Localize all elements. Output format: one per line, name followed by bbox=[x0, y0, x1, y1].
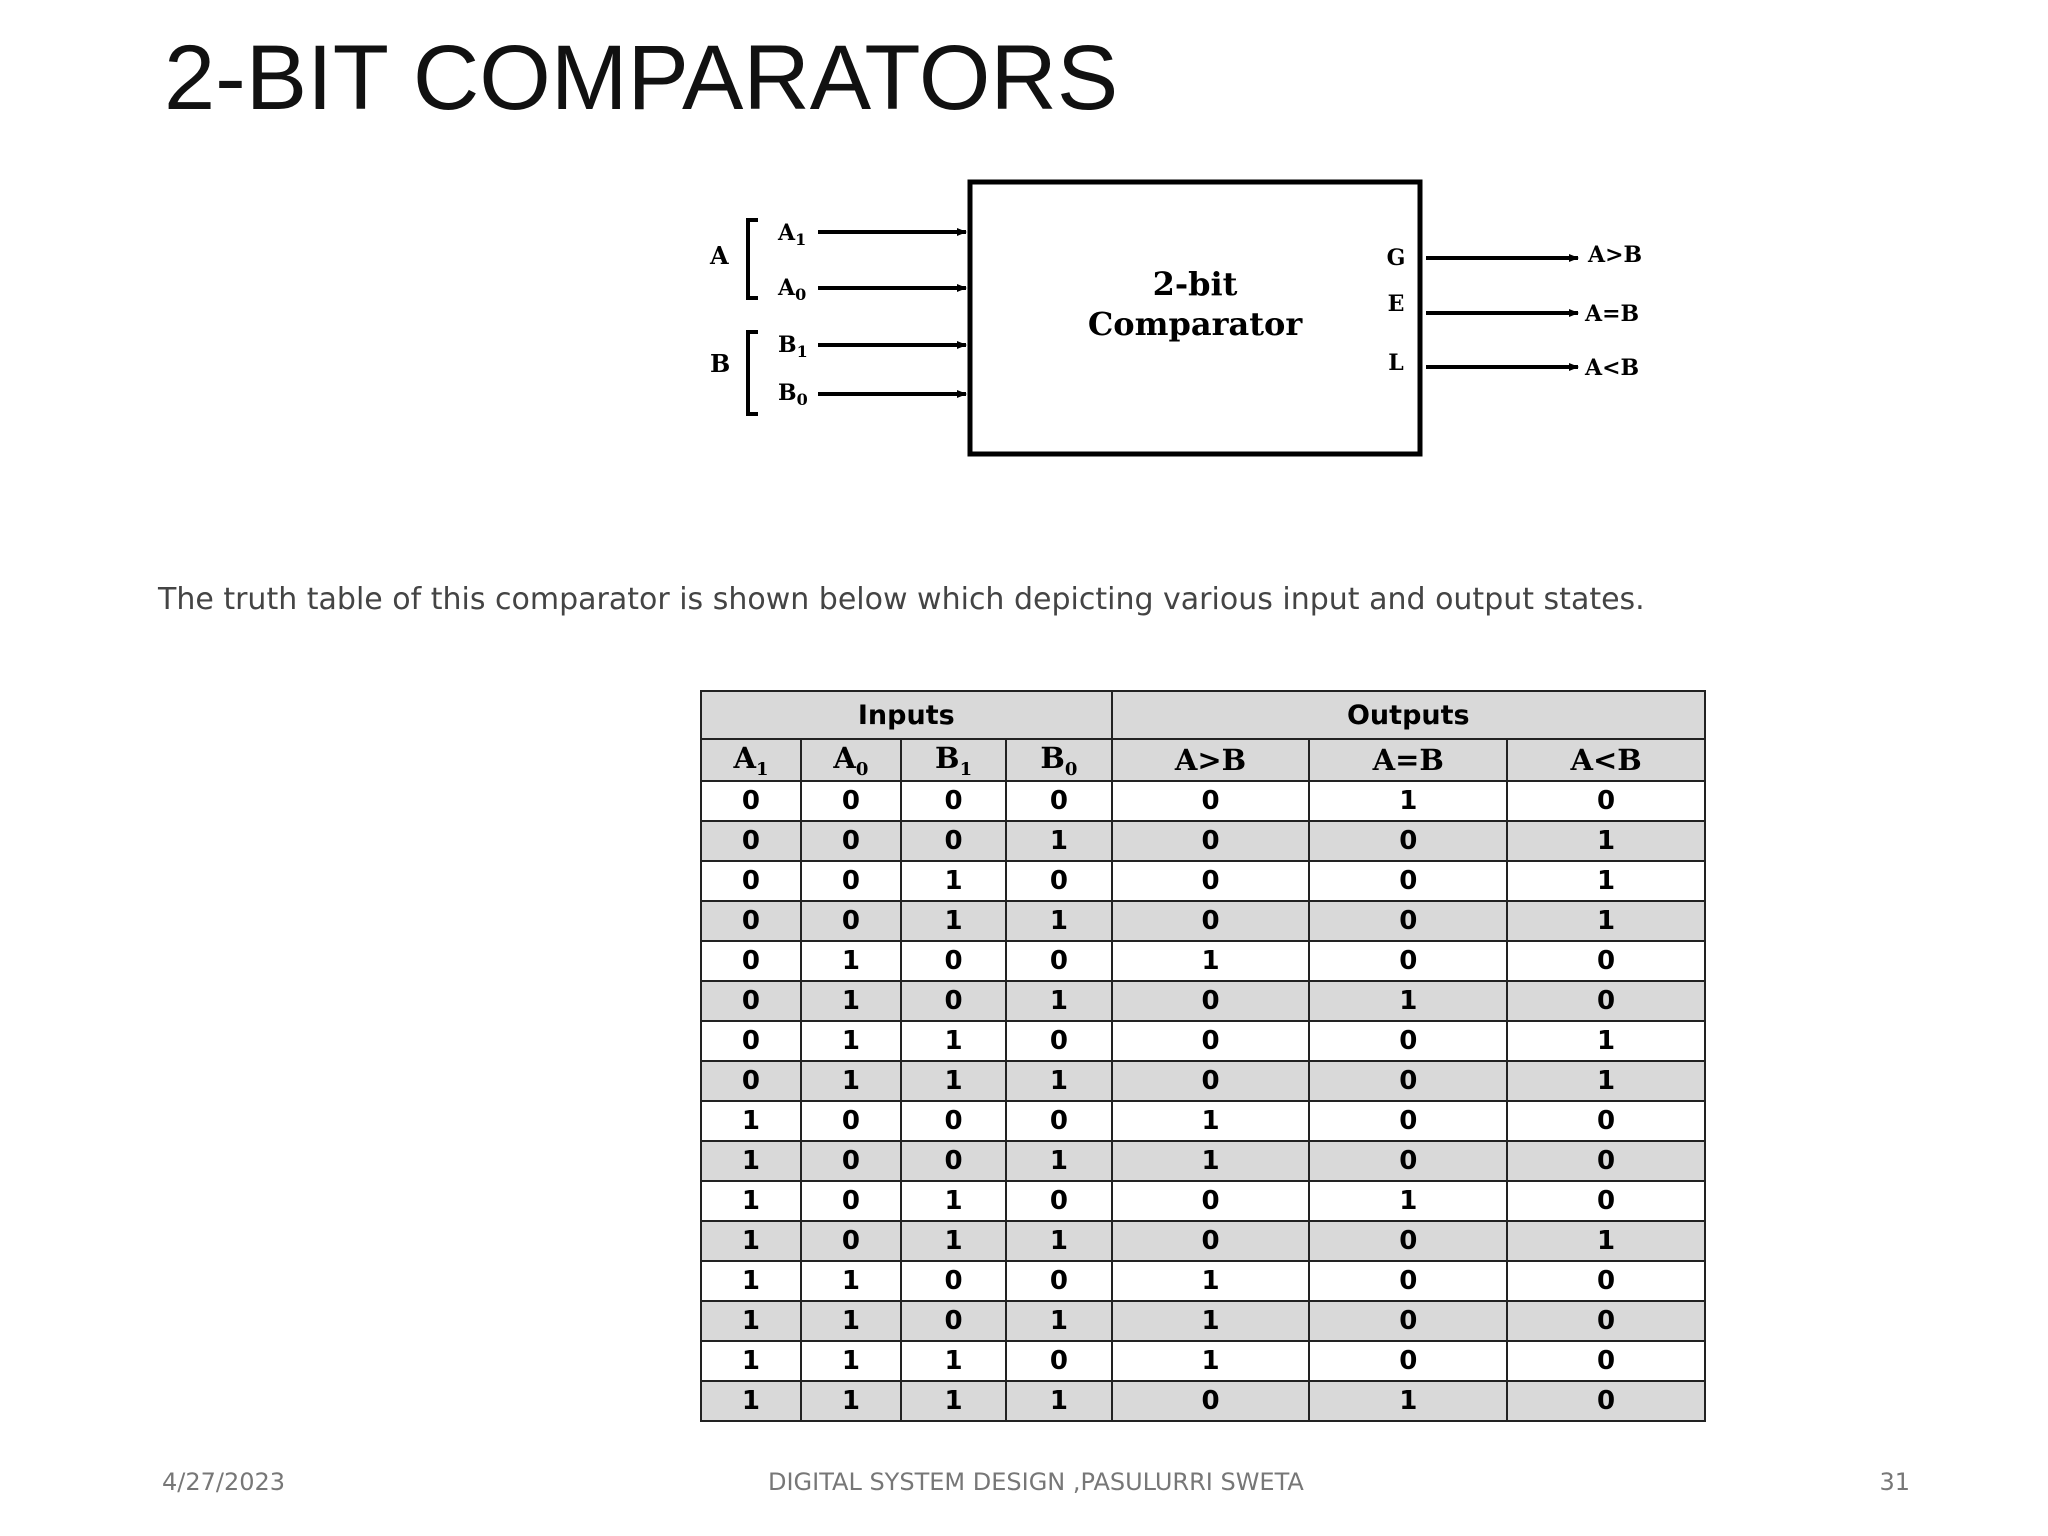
column-header bbox=[1006, 739, 1111, 781]
input-a0-label: $A_0$ bbox=[778, 275, 807, 304]
table-cell: 0 bbox=[1112, 861, 1310, 901]
table-cell: 0 bbox=[1309, 1141, 1507, 1181]
block-label-line1: 2-bit bbox=[1152, 265, 1238, 303]
table-row bbox=[701, 1261, 1705, 1301]
table-cell: 1 bbox=[701, 1301, 801, 1341]
column-header bbox=[1507, 739, 1705, 781]
table-cell: 1 bbox=[1507, 1221, 1705, 1261]
table-cell: 0 bbox=[701, 1021, 801, 1061]
table-cell: 1 bbox=[701, 1341, 801, 1381]
table-cell: 0 bbox=[1507, 981, 1705, 1021]
output-pin-l: L bbox=[1388, 350, 1404, 376]
table-cell: 0 bbox=[801, 781, 901, 821]
input-a1-label: $A_1$ bbox=[778, 220, 807, 249]
table-cell: 0 bbox=[1112, 1061, 1310, 1101]
table-row bbox=[701, 1381, 1705, 1421]
truth-table-column-header bbox=[701, 739, 1705, 781]
output-eq-label: A=B bbox=[1585, 301, 1640, 327]
table-cell: 0 bbox=[1309, 901, 1507, 941]
table-cell: 1 bbox=[701, 1101, 801, 1141]
table-cell: 1 bbox=[1112, 1341, 1310, 1381]
column-header-base: A=B bbox=[1372, 743, 1444, 777]
table-cell: 1 bbox=[1309, 981, 1507, 1021]
output-pin-g: G bbox=[1386, 245, 1406, 271]
table-cell: 0 bbox=[801, 1101, 901, 1141]
table-cell: 0 bbox=[1006, 941, 1111, 981]
column-header bbox=[801, 739, 901, 781]
table-cell: 1 bbox=[701, 1221, 801, 1261]
table-row bbox=[701, 821, 1705, 861]
input-group-a-bracket bbox=[748, 220, 758, 298]
table-cell: 1 bbox=[1507, 901, 1705, 941]
table-cell: 1 bbox=[701, 1261, 801, 1301]
table-cell: 1 bbox=[801, 981, 901, 1021]
table-cell: 0 bbox=[1309, 941, 1507, 981]
table-cell: 0 bbox=[901, 981, 1006, 1021]
table-cell: 0 bbox=[1112, 821, 1310, 861]
table-row bbox=[701, 1221, 1705, 1261]
block-label-line2: Comparator bbox=[1087, 305, 1303, 343]
table-cell: 0 bbox=[801, 901, 901, 941]
truth-table-body bbox=[701, 781, 1705, 1421]
comparator-block-diagram bbox=[700, 170, 1700, 470]
table-cell: 0 bbox=[1112, 981, 1310, 1021]
column-header bbox=[1112, 739, 1310, 781]
table-cell: 0 bbox=[801, 821, 901, 861]
table-cell: 0 bbox=[1507, 941, 1705, 981]
table-row bbox=[701, 941, 1705, 981]
table-cell: 0 bbox=[1309, 1221, 1507, 1261]
column-header-subscript: 0 bbox=[855, 758, 869, 780]
table-cell: 0 bbox=[701, 901, 801, 941]
table-cell: 0 bbox=[1112, 1381, 1310, 1421]
output-gt-label: A>B bbox=[1588, 242, 1643, 268]
input-group-b-bracket bbox=[748, 332, 758, 414]
table-cell: 0 bbox=[1309, 1061, 1507, 1101]
table-row bbox=[701, 1341, 1705, 1381]
table-cell: 1 bbox=[1112, 1301, 1310, 1341]
table-cell: 1 bbox=[1006, 1061, 1111, 1101]
table-cell: 1 bbox=[1112, 941, 1310, 981]
table-cell: 1 bbox=[1507, 861, 1705, 901]
table-cell: 0 bbox=[1309, 861, 1507, 901]
table-cell: 0 bbox=[1309, 1301, 1507, 1341]
table-cell: 1 bbox=[1309, 781, 1507, 821]
table-cell: 0 bbox=[1006, 1021, 1111, 1061]
footer-page-number: 31 bbox=[1879, 1468, 1910, 1496]
table-cell: 0 bbox=[1006, 1261, 1111, 1301]
table-cell: 1 bbox=[1112, 1141, 1310, 1181]
table-cell: 0 bbox=[701, 781, 801, 821]
table-cell: 0 bbox=[1309, 1101, 1507, 1141]
table-row bbox=[701, 981, 1705, 1021]
column-header-subscript: 0 bbox=[1064, 758, 1078, 780]
table-cell: 1 bbox=[1507, 821, 1705, 861]
table-cell: 1 bbox=[1006, 1301, 1111, 1341]
table-cell: 1 bbox=[701, 1181, 801, 1221]
table-cell: 0 bbox=[901, 1301, 1006, 1341]
table-cell: 0 bbox=[801, 1181, 901, 1221]
table-cell: 1 bbox=[801, 1341, 901, 1381]
table-cell: 0 bbox=[801, 1221, 901, 1261]
table-row bbox=[701, 781, 1705, 821]
table-cell: 0 bbox=[1309, 1021, 1507, 1061]
table-cell: 1 bbox=[801, 1261, 901, 1301]
table-cell: 0 bbox=[1507, 1141, 1705, 1181]
table-row bbox=[701, 1101, 1705, 1141]
inputs-group-header: Inputs bbox=[701, 691, 1112, 739]
table-row bbox=[701, 1021, 1705, 1061]
table-cell: 0 bbox=[701, 981, 801, 1021]
table-cell: 1 bbox=[901, 1021, 1006, 1061]
slide-title: 2-BIT COMPARATORS bbox=[164, 27, 1119, 129]
footer-date: 4/27/2023 bbox=[162, 1468, 286, 1496]
table-cell: 0 bbox=[1507, 1181, 1705, 1221]
table-cell: 0 bbox=[1112, 1181, 1310, 1221]
table-cell: 1 bbox=[1006, 1141, 1111, 1181]
table-cell: 0 bbox=[701, 1061, 801, 1101]
table-cell: 0 bbox=[901, 941, 1006, 981]
table-cell: 1 bbox=[1006, 901, 1111, 941]
table-cell: 1 bbox=[801, 1021, 901, 1061]
table-cell: 0 bbox=[901, 1261, 1006, 1301]
table-cell: 0 bbox=[1006, 861, 1111, 901]
table-cell: 0 bbox=[1507, 1341, 1705, 1381]
table-row bbox=[701, 1181, 1705, 1221]
input-b0-label: $B_0$ bbox=[778, 380, 808, 409]
table-cell: 1 bbox=[901, 1341, 1006, 1381]
table-cell: 1 bbox=[901, 1221, 1006, 1261]
column-header bbox=[701, 739, 801, 781]
table-cell: 0 bbox=[701, 941, 801, 981]
table-cell: 0 bbox=[1507, 1301, 1705, 1341]
output-pin-e: E bbox=[1387, 291, 1405, 317]
table-cell: 0 bbox=[1112, 1021, 1310, 1061]
table-cell: 1 bbox=[801, 1381, 901, 1421]
input-group-b-label: B bbox=[710, 349, 731, 378]
table-cell: 1 bbox=[901, 861, 1006, 901]
table-cell: 1 bbox=[801, 1061, 901, 1101]
column-header-subscript: 1 bbox=[755, 758, 769, 780]
table-cell: 0 bbox=[901, 781, 1006, 821]
table-row bbox=[701, 901, 1705, 941]
table-cell: 1 bbox=[901, 1061, 1006, 1101]
column-header-base: B bbox=[935, 740, 960, 775]
column-header-base: A bbox=[733, 740, 756, 775]
table-cell: 0 bbox=[1112, 901, 1310, 941]
output-lt-label: A<B bbox=[1585, 355, 1640, 381]
outputs-group-header: Outputs bbox=[1112, 691, 1705, 739]
table-cell: 0 bbox=[901, 821, 1006, 861]
truth-table-group-header bbox=[701, 691, 1705, 739]
table-row bbox=[701, 861, 1705, 901]
table-cell: 1 bbox=[801, 941, 901, 981]
table-row bbox=[701, 1061, 1705, 1101]
table-row bbox=[701, 1301, 1705, 1341]
table-cell: 0 bbox=[1507, 1381, 1705, 1421]
column-header-base: A>B bbox=[1174, 743, 1247, 777]
column-header-base: A bbox=[833, 740, 856, 775]
table-cell: 0 bbox=[901, 1141, 1006, 1181]
table-cell: 0 bbox=[1507, 781, 1705, 821]
table-cell: 1 bbox=[901, 901, 1006, 941]
table-cell: 1 bbox=[1006, 1381, 1111, 1421]
table-cell: 1 bbox=[701, 1381, 801, 1421]
table-cell: 1 bbox=[901, 1181, 1006, 1221]
table-cell: 0 bbox=[1507, 1261, 1705, 1301]
table-cell: 1 bbox=[1006, 981, 1111, 1021]
table-cell: 0 bbox=[1309, 821, 1507, 861]
table-cell: 1 bbox=[1507, 1061, 1705, 1101]
table-cell: 0 bbox=[1006, 781, 1111, 821]
table-cell: 0 bbox=[901, 1101, 1006, 1141]
input-b1-label: $B_1$ bbox=[778, 332, 808, 361]
table-cell: 1 bbox=[1112, 1101, 1310, 1141]
input-group-a-label: A bbox=[710, 241, 729, 270]
column-header-subscript: 1 bbox=[959, 758, 973, 780]
table-cell: 0 bbox=[701, 821, 801, 861]
truth-table bbox=[700, 690, 1706, 1422]
table-cell: 0 bbox=[1006, 1181, 1111, 1221]
table-cell: 0 bbox=[801, 861, 901, 901]
table-cell: 1 bbox=[1309, 1181, 1507, 1221]
table-cell: 0 bbox=[1006, 1341, 1111, 1381]
column-header bbox=[1309, 739, 1507, 781]
table-cell: 0 bbox=[801, 1141, 901, 1181]
table-cell: 0 bbox=[1112, 781, 1310, 821]
table-cell: 0 bbox=[701, 861, 801, 901]
table-cell: 1 bbox=[701, 1141, 801, 1181]
table-cell: 0 bbox=[1507, 1101, 1705, 1141]
table-row bbox=[701, 1141, 1705, 1181]
column-header bbox=[901, 739, 1006, 781]
table-cell: 1 bbox=[1006, 821, 1111, 861]
table-cell: 0 bbox=[1112, 1221, 1310, 1261]
table-cell: 0 bbox=[1006, 1101, 1111, 1141]
table-cell: 1 bbox=[1309, 1381, 1507, 1421]
footer-title: DIGITAL SYSTEM DESIGN ,PASULURRI SWETA bbox=[768, 1468, 1304, 1496]
table-cell: 1 bbox=[1112, 1261, 1310, 1301]
table-cell: 0 bbox=[1309, 1261, 1507, 1301]
truth-table-caption: The truth table of this comparator is shown below which depicting various input and output states. bbox=[158, 582, 1645, 617]
table-cell: 1 bbox=[1006, 1221, 1111, 1261]
table-cell: 1 bbox=[801, 1301, 901, 1341]
table-cell: 1 bbox=[901, 1381, 1006, 1421]
column-header-base: B bbox=[1040, 740, 1065, 775]
table-cell: 0 bbox=[1309, 1341, 1507, 1381]
column-header-base: A<B bbox=[1570, 743, 1642, 777]
table-cell: 1 bbox=[1507, 1021, 1705, 1061]
